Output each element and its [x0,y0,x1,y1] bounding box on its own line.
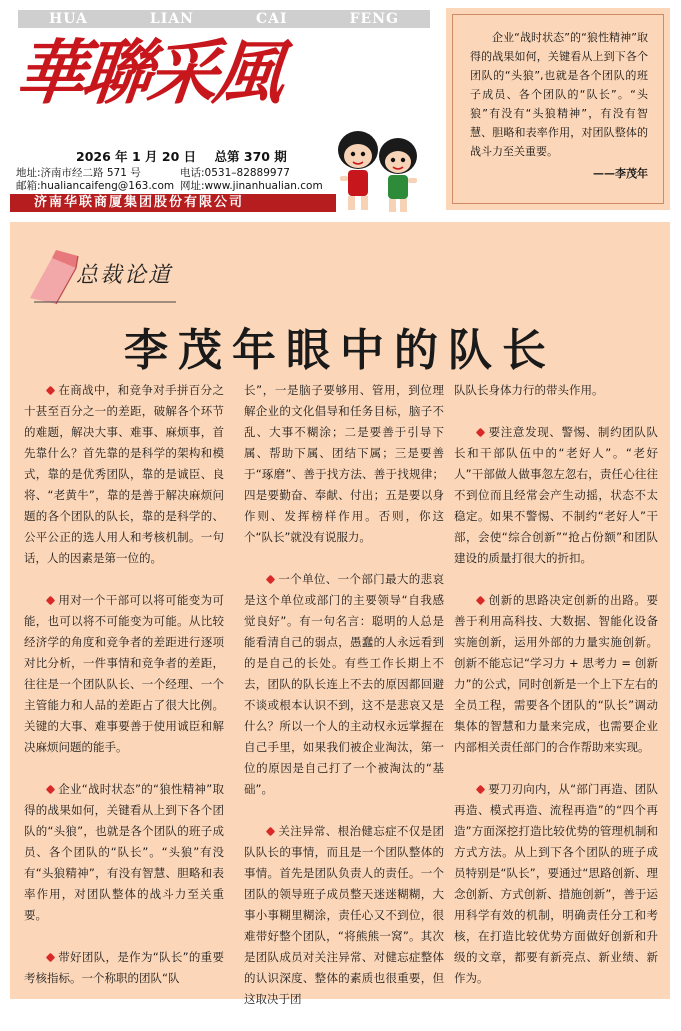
article-column-3 [454,380,658,1010]
article-area [10,222,670,1006]
headline: 李茂年眼中的队长 [124,325,556,376]
bullet-icon [46,596,56,606]
bullet-icon [46,386,56,396]
paragraph: 创新的思路决定创新的出路。要善于利用高科技、大数据、智能化设备实施创新，运用外部的力量实施创新。创新不能忘记“学习力 + 思考力 = 创新力”的公式，同时创新是一个上下左右的全员工程，需要各个团队的“队长”调动集体的智慧和力量来完成，也需要企业内部相关责任部门的合作帮助来实现。 [454,593,658,754]
address: 地址:济南市经二路 571 号 [16,167,141,179]
paragraph: 一个单位、一个部门最大的悲哀是这个单位或部门的主要领导“自我感觉良好”。有一句名言：聪明的人总是能看清自己的弱点，愚蠢的人永远看到的是自己的长处。有些工作长期上不去，团队的队长连上不去的原因都回避不谈或根本认识不到，这不是悲哀又是什么？所以一个人的主动权永远掌握在自己手里，如果我们被企业淘汰，第一位的原因是自己打了一个被淘汰的“基础”。 [244,572,444,796]
mascot-illustration [328,120,428,216]
pinyin-cai: CAI [256,11,288,27]
bullet-icon [46,953,56,963]
contact-right [180,167,323,193]
article-column-1 [24,380,224,1010]
paragraph: 长”，一是脑子要够用、管用，到位理解企业的文化倡导和任务目标，脑子不乱、大事不糊涂；二是要善于引导下属、帮助下属、团结下属；三是要善于“琢磨”、善于找方法、善于找规律；四是要勤奋、奉献、付出；五是要以身作则、发挥榜样作用。否则，你这个“队长”就没有说服力。 [244,383,444,544]
pinyin-hua: HUA [49,11,88,27]
paragraph: 要刀刃向内，从“部门再造、团队再造、模式再造、流程再造”的“四个再造”方面深挖打造比较优势的管理机制和方式方法。从上到下各个团队的班子成员特别是“队长”，要通过“思路创新、理念创新、方式创新、措施创新”，善于运用科学有效的机制，明确责任分工和考核，在打造比较优势方面做好创新和升级的文章，都要有新亮点、新业绩、新作为。 [454,782,658,985]
masthead-pinyin [18,10,430,28]
bullet-icon [476,596,486,606]
pinyin-lian: LIAN [149,11,194,27]
issue-date: 2026 年 1 月 20 日 [76,149,197,164]
article-column-2 [244,380,444,1031]
contact-left [16,167,174,193]
bullet-icon [46,785,56,795]
website: 网址:www.jinanhualian.com [180,180,323,192]
bullet-icon [266,827,276,837]
paragraph: 关注异常、根治健忘症不仅是团队队长的事情，而且是一个团队整体的事情。首先是团队负责人的责任。一个团队的领导班子成员整天迷迷糊糊，大事小事糊里糊涂，责任心又不到位，很难带好整个团队，“将熊熊一窝”。其次是团队成员对关注异常、对健忘症整体的认识深度、整体的素质也很重要，但这取决于团 [244,824,444,1006]
quote-signature: ——李茂年 [593,167,648,180]
paragraph: 带好团队，是作为“队长”的重要考核指标。一个称职的团队“队 [24,950,224,985]
column-label: 总裁论道 [76,263,173,288]
masthead [10,8,432,210]
paragraph: 在商战中，和竞争对手拼百分之十甚至百分之一的差距，破解各个环节的难题，解决大事、难事、麻烦事，首先靠什么？首先靠的是科学的架构和模式，靠的是优秀团队，靠的是诚臣、良将、“老黄牛”，靠的是善于解决麻烦问题的各个团队的队长，靠的是科学的、公平公正的选人用人和考核机制。一句话，人的因素是第一位的。 [24,383,224,565]
bullet-icon [266,575,276,585]
paragraph: 用对一个干部可以将可能变为可能，也可以将不可能变为可能。从比较经济学的角度和竞争者的差距进行逐项对比分析，一件事情和竞争者的差距，往往是一个团队队长、一个经理、一个主管能力和人品的差距占了很大比例。关键的大事、难事要善于使用诚臣和解决麻烦问题的能手。 [24,593,224,754]
bullet-icon [476,785,486,795]
phone: 电话:0531–82889977 [180,167,290,179]
quote-box [446,8,670,210]
bullet-icon [476,428,486,438]
paragraph: 企业“战时状态”的“狼性精神”取得的战果如何，关键看从上到下各个团队的“头狼”，也就是各个团队的班子成员、各个团队的“队长”。“头狼”有没有“头狼精神”，有没有智慧、胆略和表率作用，对团队整体的战斗力至关重要。 [24,782,224,922]
email: 邮箱:hualiancaifeng@163.com [16,180,175,192]
paragraph: 要注意发现、警惕、制约团队队长和干部队伍中的“老好人”。“老好人”干部做人做事忽左忽右，责任心往往不到位而且经常会产生动摇，状态不太稳定。如果不警惕、不制约“老好人”干部，会使“综合创新”“抢占份额”和团队建设的质量打很大的折扣。 [454,425,658,565]
quote-text: 企业“战时状态”的“狼性精神”取得的战果如何，关键看从上到下各个团队的“头狼”,也就是各个团队的班子成员、各个团队的“队长”。“头狼”有没有“头狼精神”，有没有智慧、胆略和表率作用，对团队整体的战斗力至关重要。 [470,31,648,158]
issue-number: 总第 370 期 [214,149,287,164]
company-banner: 济南华联商厦集团股份有限公司 [10,194,336,212]
pinyin-feng: FENG [349,11,399,27]
paragraph: 队队长身体力行的带头作用。 [454,383,604,397]
masthead-logo: 華聯采風 [11,31,285,114]
issue-info [76,147,301,165]
